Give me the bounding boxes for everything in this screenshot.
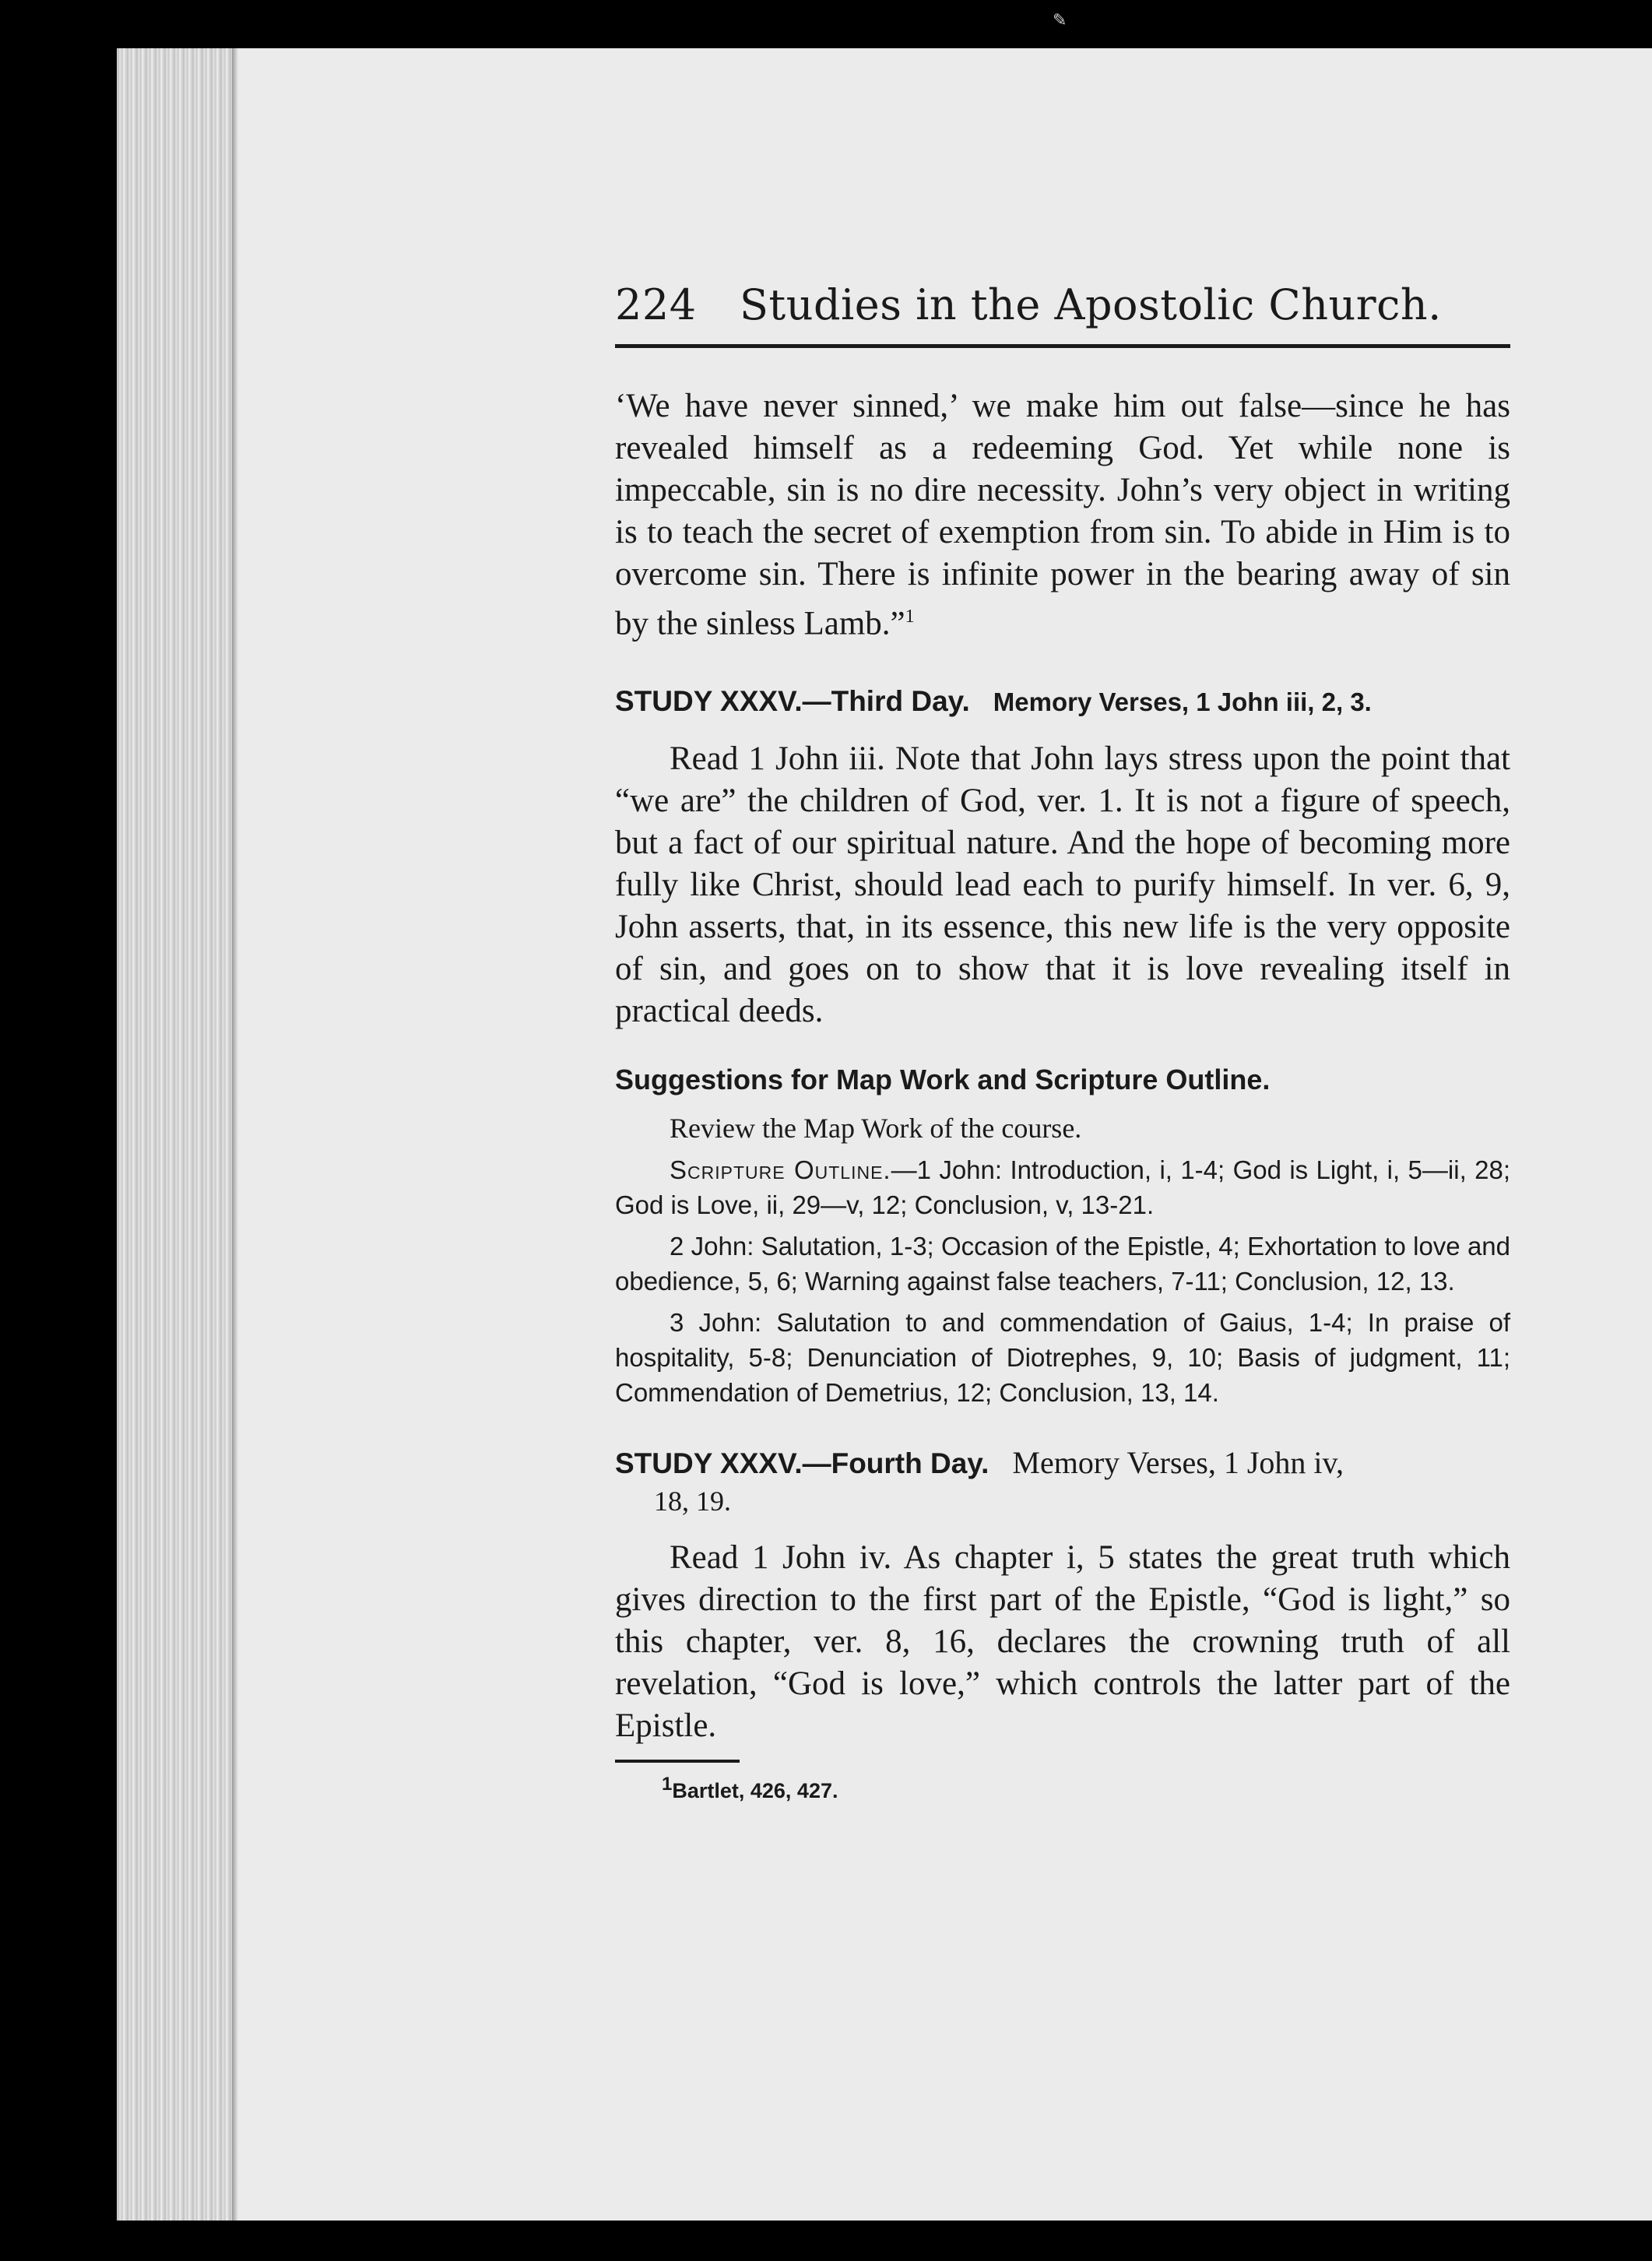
footnote-ref: 1: [905, 607, 915, 627]
map-work-text: Review the Map Work of the course.: [670, 1113, 1082, 1145]
study-fourth-day-paragraph: Read 1 John iv. As chapter i, 5 states the great truth which gives direction to the first part of the Epistle, “God is light,” so this chapter, ver. 8, 16, declares the crowning truth of all revelation, “God is love,” which controls the latter part of the Epistle.: [615, 1539, 1510, 1745]
study-third-day-memory-verses: Memory Verses, 1 John iii, 2, 3.: [993, 687, 1372, 717]
study-third-day-paragraph: Read 1 John iii. Note that John lays stress upon the point that “we are” the children of God, ver. 1. It is not a figure of speech, but a fact of our spiritual nature. And the hope of becoming more fully like Christ, should lead each to purify himself. In ver. 6, 9, John asserts, that, in its essence, this new life is the very opposite of sin, and goes on to show that it is love revealing itself in practical deeds.: [615, 740, 1510, 1030]
intro-paragraph: [615, 385, 1510, 645]
study-fourth-day-heading: [615, 1444, 1510, 1520]
scan-artifact-mark: ✎: [1053, 11, 1067, 30]
outline-2john: 2 John: Salutation, 1-3; Occasion of the Epistle, 4; Exhortation to love and obedience, 5, 6; Warning against false teachers, 7-11; Conclusion, 12, 13.: [615, 1232, 1510, 1296]
outline-1john: [615, 1152, 1510, 1222]
outline-1john-text: —1 John: Introduction, i, 1-4; God is Light, i, 5—ii, 28; God is Love, ii, 29—v, 12; Conclusion, v, 13-21.: [615, 1155, 1511, 1220]
study-third-day-heading: [615, 685, 1510, 718]
footnote-text: Bartlet, 426, 427.: [672, 1779, 838, 1803]
suggestions-heading: Suggestions for Map Work and Scripture Outline.: [615, 1064, 1271, 1096]
outline-3john: 3 John: Salutation to and commendation of Gaius, 1-4; In praise of hospitality, 5-8; Denunciation of Diotrephes, 9, 10; Basis of judgment, 11; Commendation of Demetrius, 12; Conclusion, 13, 14.: [615, 1308, 1510, 1408]
study-fourth-day-memory-verses-cont: 18, 19.: [654, 1486, 731, 1517]
page-number: 224: [615, 280, 697, 329]
page-content: [615, 280, 1510, 1803]
footnote: [615, 1774, 1510, 1803]
study-fourth-day-title: STUDY XXXV.—Fourth Day.: [615, 1447, 989, 1480]
header-rule: [615, 344, 1510, 348]
intro-paragraph-text: ‘We have never sinned,’ we make him out false—since he has revealed himself as a redeeming God. Yet while none is impeccable, sin is no dire necessity. John’s very object in writing is to teach the secret of exemption from sin. To abide in Him is to overcome sin. There is infinite power in the bearing away of sin by the sinless Lamb.”: [615, 388, 1510, 642]
page-edges: [117, 48, 234, 2221]
footnote-rule: [615, 1760, 740, 1763]
running-title: Studies in the Apostolic Church.: [740, 280, 1442, 329]
study-fourth-day-memory-verses: Memory Verses, 1 John iv,: [1012, 1445, 1344, 1481]
outline-label: Scripture Outline.: [670, 1155, 891, 1185]
footnote-marker: 1: [662, 1774, 673, 1795]
study-third-day-title: STUDY XXXV.—Third Day.: [615, 685, 970, 718]
running-head: [615, 280, 1510, 335]
